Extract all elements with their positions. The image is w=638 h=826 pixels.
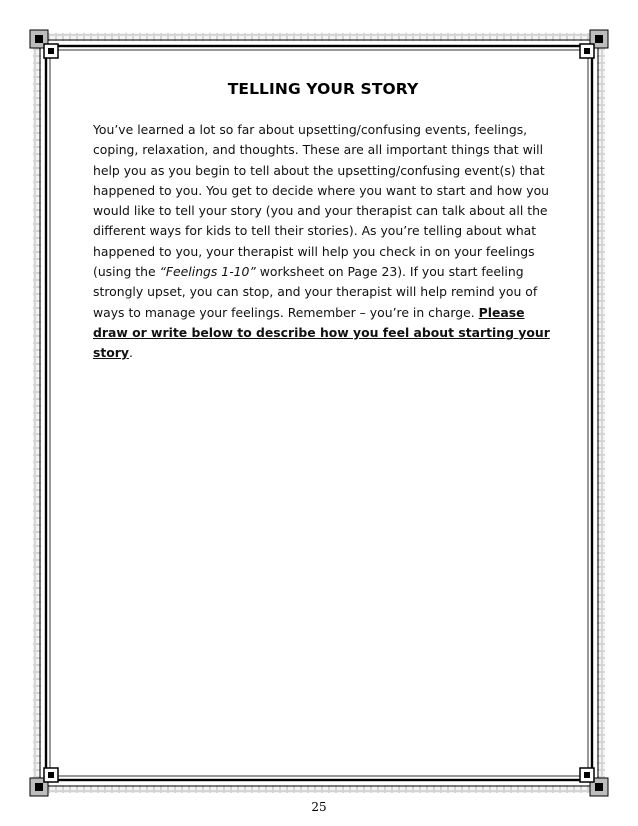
instruction-underlined: Please [478,304,525,320]
drawing-area[interactable] [93,360,553,760]
text-line: would like to tell your story (you and your therapist can talk about all the [93,203,548,219]
text-line: happened to you. You get to decide where you want to start and how you [93,182,550,198]
story-instructions [93,120,553,364]
text-line: different ways for kids to tell their stories). As you’re telling about what [93,223,537,239]
content-area [93,80,553,364]
text-line: coping, relaxation, and thoughts. These are all important things that will [93,142,544,158]
text-line: (using the [93,264,160,280]
page-number: 25 [311,800,327,814]
text-line: help you as you begin to tell about the upsetting/confusing event(s) that [93,162,545,178]
page-title: TELLING YOUR STORY [227,80,419,98]
instruction-period: . [129,345,133,361]
worksheet-reference: “Feelings 1-10” [159,264,256,280]
text-line: strongly upset, you can stop, and your therapist will help remind you of [93,284,538,300]
text-line: happened to you, your therapist will help you check in on your feelings [93,243,535,259]
text-line: You’ve learned a lot so far about upsetting/confusing events, feelings, [93,122,528,137]
text-line: ways to manage your feelings. Remember – you’re in charge. [93,304,479,320]
instruction-underlined: draw or write below to describe how you feel about starting your story [93,324,550,361]
text-line: worksheet on Page 23). If you start feeling [255,264,524,280]
